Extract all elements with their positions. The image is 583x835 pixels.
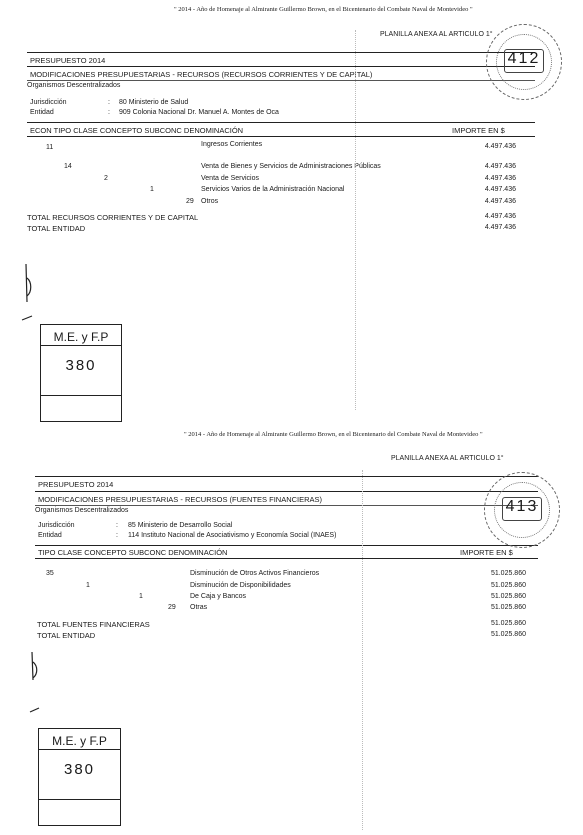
organism-label: Organismos Descentralizados xyxy=(27,82,121,89)
total-label: TOTAL ENTIDAD xyxy=(37,631,96,640)
folio-stamp-number: 412 xyxy=(507,50,541,67)
row-code: 29 xyxy=(168,604,176,611)
total-amount: 51.025.860 xyxy=(490,631,526,638)
folio-stamp xyxy=(486,24,562,100)
row-amount: 4.497.436 xyxy=(484,186,516,193)
row-code: 1 xyxy=(139,593,143,600)
row-code: 2 xyxy=(104,175,108,182)
divider xyxy=(35,505,538,506)
divider xyxy=(35,545,538,546)
divider xyxy=(35,491,538,492)
row-amount: 4.497.436 xyxy=(484,163,516,170)
row-amount: 51.025.860 xyxy=(490,582,526,589)
row-amount: 4.497.436 xyxy=(484,198,516,205)
jurisdiction-label: Jurisdicción xyxy=(38,522,75,529)
signature-mark xyxy=(24,650,48,718)
divider xyxy=(27,136,535,137)
colon: : xyxy=(116,522,118,529)
row-code: 29 xyxy=(186,198,194,205)
approval-box-number: 380 xyxy=(65,357,97,374)
row-name: Ingresos Corrientes xyxy=(201,141,263,148)
divider xyxy=(27,52,535,53)
jurisdiction-value: 80 Ministerio de Salud xyxy=(119,99,189,106)
annex-title: PLANILLA ANEXA AL ARTICULO 1° xyxy=(380,31,493,38)
row-amount: 4.497.436 xyxy=(484,143,516,150)
entity-value: 114 Instituto Nacional de Asociativismo y Economía Social (INAES) xyxy=(128,532,337,539)
entity-label: Entidad xyxy=(30,109,54,116)
annex-title: PLANILLA ANEXA AL ARTICULO 1° xyxy=(391,455,504,462)
total-amount: 4.497.436 xyxy=(484,213,516,220)
fold-mark xyxy=(355,30,356,410)
folio-stamp xyxy=(484,472,560,548)
row-amount: 51.025.860 xyxy=(490,570,526,577)
columns-header: ECON TIPO CLASE CONCEPTO SUBCONC DENOMINACIÓN xyxy=(30,126,244,135)
row-code: 1 xyxy=(86,582,90,589)
row-name: Otras xyxy=(190,604,208,611)
row-code: 11 xyxy=(46,144,54,151)
row-name: Venta de Servicios xyxy=(201,175,259,182)
divider xyxy=(27,66,535,67)
amount-header: IMPORTE EN $ xyxy=(452,126,505,135)
row-amount: 51.025.860 xyxy=(490,593,526,600)
total-amount: 51.025.860 xyxy=(490,620,526,627)
entity-label: Entidad xyxy=(38,532,62,539)
row-amount: 51.025.860 xyxy=(490,604,526,611)
approval-box xyxy=(40,324,122,422)
row-amount: 4.497.436 xyxy=(484,175,516,182)
row-name: Venta de Bienes y Servicios de Administraciones Públicas xyxy=(201,163,381,170)
budget-label: PRESUPUESTO 2014 xyxy=(30,56,106,65)
approval-box-label: M.E. y F.P xyxy=(53,330,109,344)
amount-header: IMPORTE EN $ xyxy=(460,548,513,557)
row-name: Disminución de Disponibilidades xyxy=(190,582,291,589)
jurisdiction-label: Jurisdicción xyxy=(30,99,67,106)
modifications-label: MODIFICACIONES PRESUPUESTARIAS - RECURSOS (RECURSOS CORRIENTES Y DE CAPITAL) xyxy=(30,70,373,79)
total-amount: 4.497.436 xyxy=(484,224,516,231)
header-note: " 2014 - Año de Homenaje al Almirante Guillermo Brown, en el Bicentenario del Combate Naval de Montevideo " xyxy=(184,431,483,438)
total-label: TOTAL ENTIDAD xyxy=(27,224,86,233)
colon: : xyxy=(108,109,110,116)
divider xyxy=(35,476,538,477)
row-name: Disminución de Otros Activos Financieros xyxy=(190,570,320,577)
colon: : xyxy=(116,532,118,539)
signature-mark xyxy=(18,262,42,326)
row-name: Servicios Varios de la Administración Nacional xyxy=(201,186,345,193)
modifications-label: MODIFICACIONES PRESUPUESTARIAS - RECURSOS (FUENTES FINANCIERAS) xyxy=(38,495,323,504)
fold-mark xyxy=(362,470,363,830)
divider xyxy=(27,80,535,81)
row-code: 35 xyxy=(46,570,54,577)
approval-box-label: M.E. y F.P xyxy=(52,734,107,748)
divider xyxy=(35,558,538,559)
row-code: 1 xyxy=(150,186,154,193)
jurisdiction-value: 85 Ministerio de Desarrollo Social xyxy=(128,522,233,529)
row-code: 14 xyxy=(64,163,72,170)
organism-label: Organismos Descentralizados xyxy=(35,507,129,514)
divider xyxy=(27,122,535,123)
budget-label: PRESUPUESTO 2014 xyxy=(38,480,114,489)
colon: : xyxy=(108,99,110,106)
approval-box xyxy=(38,728,121,826)
folio-stamp-number: 413 xyxy=(505,498,539,515)
total-label: TOTAL FUENTES FINANCIERAS xyxy=(37,620,150,629)
entity-value: 909 Colonia Nacional Dr. Manuel A. Montes de Oca xyxy=(119,109,279,116)
columns-header: TIPO CLASE CONCEPTO SUBCONC DENOMINACIÓN xyxy=(38,548,228,557)
row-name: De Caja y Bancos xyxy=(190,593,247,600)
row-name: Otros xyxy=(201,198,219,205)
header-note: " 2014 - Año de Homenaje al Almirante Guillermo Brown, en el Bicentenario del Combate Naval de Montevideo " xyxy=(174,6,473,13)
approval-box-number: 380 xyxy=(63,761,96,778)
total-label: TOTAL RECURSOS CORRIENTES Y DE CAPITAL xyxy=(27,213,199,222)
